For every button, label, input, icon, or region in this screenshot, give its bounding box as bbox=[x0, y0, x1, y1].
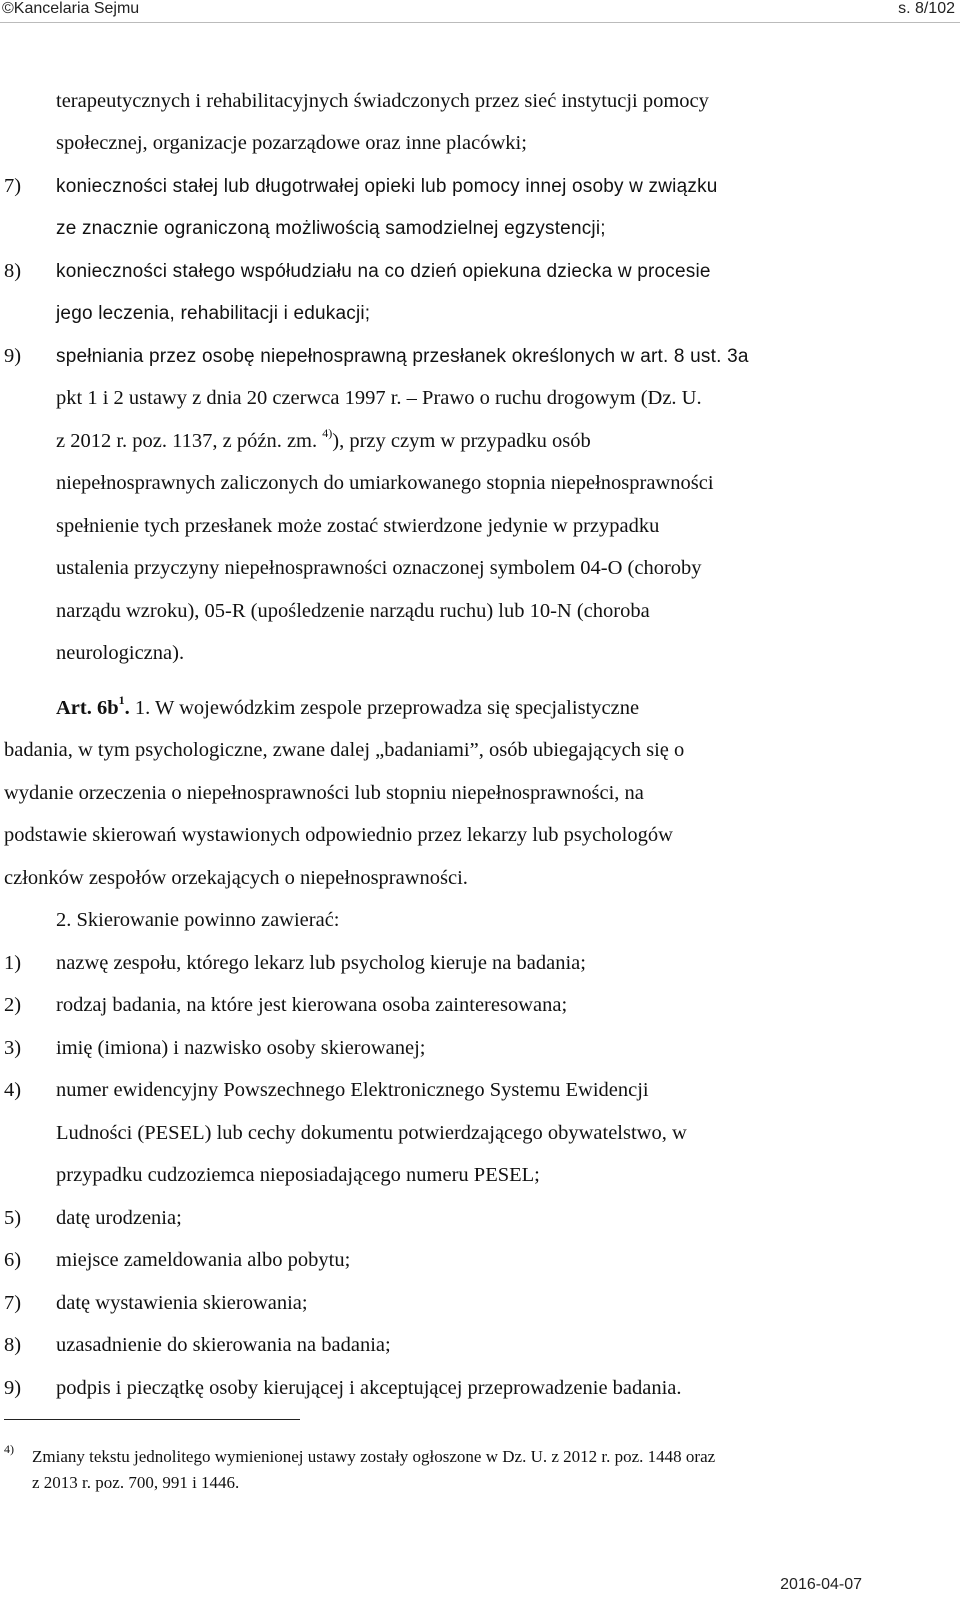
list-item-text: numer ewidencyjny Powszechnego Elektronicznego Systemu Ewidencji bbox=[56, 1079, 649, 1101]
footnote-line: z 2013 r. poz. 700, 991 i 1446. bbox=[32, 1473, 240, 1492]
list-item-number: 9) bbox=[4, 345, 22, 367]
list-item-text: miejsce zameldowania albo pobytu; bbox=[56, 1249, 351, 1271]
section-2-heading: 2. Skierowanie powinno zawierać: bbox=[56, 909, 340, 931]
list-item-number: 2) bbox=[4, 994, 22, 1016]
list-item-text: ze znacznie ograniczoną możliwością samodzielnej egzystencji; bbox=[56, 218, 606, 239]
copyright-label: ©Kancelaria Sejmu bbox=[2, 0, 140, 17]
list-item-text: spełnienie tych przesłanek może zostać stwierdzone jedynie w przypadku bbox=[56, 515, 660, 537]
list-item-text: podpis i pieczątkę osoby kierującej i akceptującej przeprowadzenie badania. bbox=[56, 1377, 682, 1399]
article-line: badania, w tym psychologiczne, zwane dalej „badaniami”, osób ubiegających się o bbox=[4, 739, 685, 761]
list-item-text: przypadku cudzoziemca nieposiadającego numeru PESEL; bbox=[56, 1164, 540, 1186]
list-item-text: rodzaj badania, na które jest kierowana osoba zainteresowana; bbox=[56, 994, 568, 1016]
list-item-text: spełniania przez osobę niepełnosprawną przesłanek określonych w art. 8 ust. 3a bbox=[56, 346, 749, 367]
footnote-divider bbox=[4, 1419, 300, 1420]
list-item-number: 8) bbox=[4, 260, 22, 282]
article-line: członków zespołów orzekających o niepełnosprawności. bbox=[4, 867, 468, 889]
footnote-ref[interactable]: 4) bbox=[322, 426, 333, 441]
list-item-text: imię (imiona) i nazwisko osoby skierowanej; bbox=[56, 1037, 426, 1059]
footer-date: 2016-04-07 bbox=[780, 1576, 862, 1593]
list-item-number: 4) bbox=[4, 1079, 22, 1101]
list-item-number: 7) bbox=[4, 175, 22, 197]
article-lead: 1. W wojewódzkim zespole przeprowadza się specjalistyczne bbox=[134, 697, 640, 719]
list-item-text: jego leczenia, rehabilitacji i edukacji; bbox=[56, 303, 371, 324]
article-line: wydanie orzeczenia o niepełnosprawności lub stopniu niepełnosprawności, na bbox=[4, 782, 644, 804]
list-item-number: 3) bbox=[4, 1037, 22, 1059]
list-item-text: uzasadnienie do skierowania na badania; bbox=[56, 1334, 391, 1356]
page-number: s. 8/102 bbox=[898, 0, 955, 17]
list-item-text: społecznej, organizacje pozarządowe oraz inne placówki; bbox=[56, 132, 527, 154]
list-item-text: ustalenia przyczyny niepełnosprawności oznaczonej symbolem 04-O (choroby bbox=[56, 557, 702, 579]
list-item-text: konieczności stałego współudziału na co dzień opiekuna dziecka w procesie bbox=[56, 261, 711, 282]
list-item-text: datę wystawienia skierowania; bbox=[56, 1292, 308, 1314]
header-rule bbox=[0, 22, 960, 23]
list-item-number: 6) bbox=[4, 1249, 22, 1271]
list-item-number: 8) bbox=[4, 1334, 22, 1356]
list-item-number: 5) bbox=[4, 1207, 22, 1229]
list-item-number: 1) bbox=[4, 952, 22, 974]
list-item-number: 7) bbox=[4, 1292, 22, 1314]
list-item-text: terapeutycznych i rehabilitacyjnych świadczonych przez sieć instytucji pomocy bbox=[56, 90, 709, 112]
page-header bbox=[0, 0, 960, 24]
footnote-number: 4) bbox=[4, 1442, 14, 1457]
list-item-text: z 2012 r. poz. 1137, z późn. zm. $^{4)}$), przy czym w przypadku osób bbox=[56, 426, 591, 452]
list-item-text: nazwę zespołu, którego lekarz lub psycholog kieruje na badania; bbox=[56, 952, 586, 974]
article-label: Art. $6b^1$. bbox=[56, 693, 130, 719]
list-item-text: narządu wzroku), 05-R (upośledzenie narządu ruchu) lub 10-N (choroba bbox=[56, 600, 650, 622]
article-line: podstawie skierowań wystawionych odpowiednio przez lekarzy lub psychologów bbox=[4, 824, 673, 846]
list-item-text: pkt 1 i 2 ustawy z dnia 20 czerwca 1997 r. – Prawo o ruchu drogowym (Dz. U. bbox=[56, 387, 702, 409]
list-item-text: konieczności stałej lub długotrwałej opieki lub pomocy innej osoby w związku bbox=[56, 176, 718, 197]
list-item-text: neurologiczna). bbox=[56, 642, 185, 664]
list-item-number: 9) bbox=[4, 1377, 22, 1399]
footnote-line: Zmiany tekstu jednolitego wymienionej ustawy zostały ogłoszone w Dz. U. z 2012 r. poz. 1448 oraz bbox=[32, 1447, 716, 1466]
list-item-text: niepełnosprawnych zaliczonych do umiarkowanego stopnia niepełnosprawności bbox=[56, 472, 714, 494]
list-item-text: datę urodzenia; bbox=[56, 1207, 182, 1229]
list-item-text: Ludności (PESEL) lub cechy dokumentu potwierdzającego obywatelstwo, w bbox=[56, 1122, 687, 1144]
